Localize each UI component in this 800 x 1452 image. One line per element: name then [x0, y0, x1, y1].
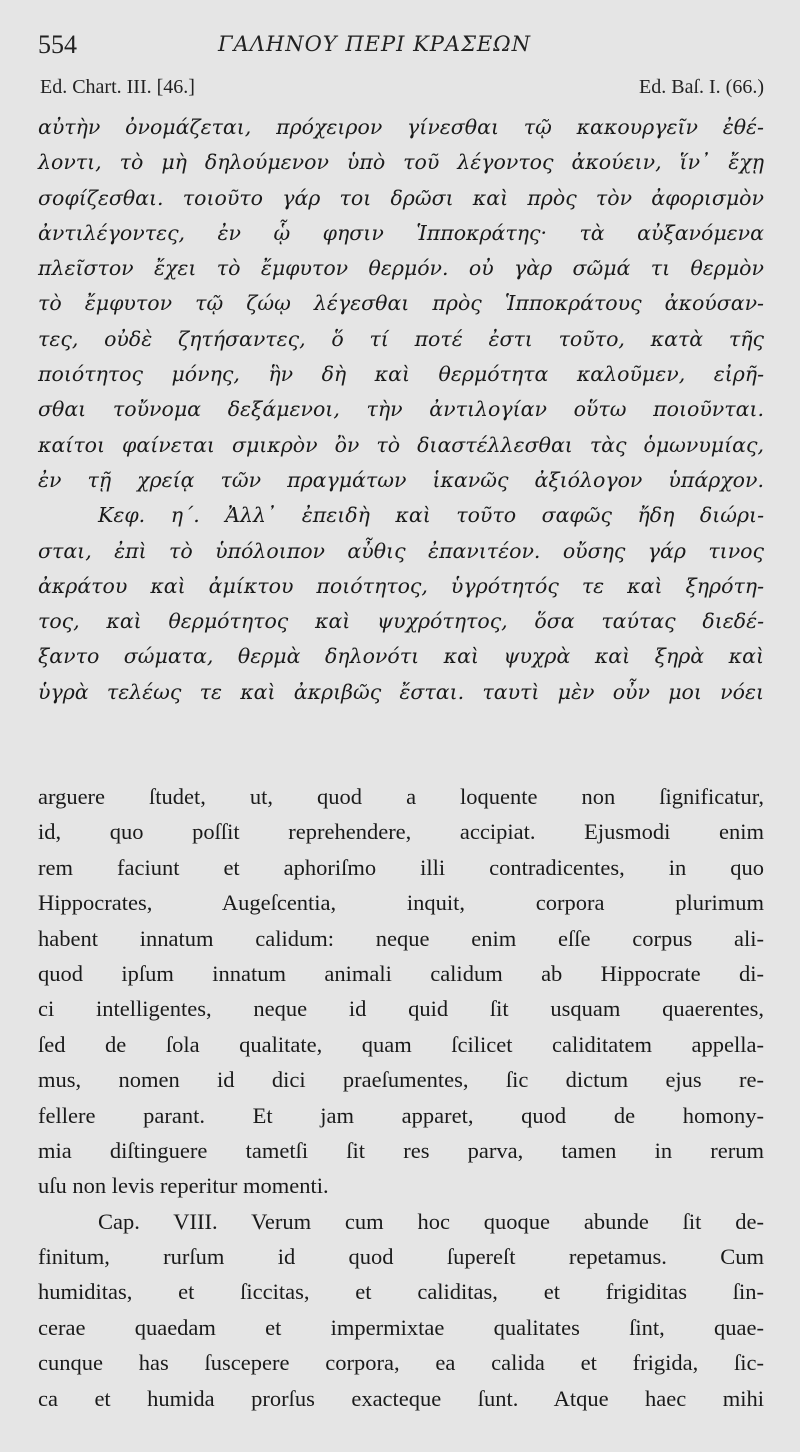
- latin-line: Hippocrates, Augeſcentia, inquit, corpora plurimum: [38, 890, 764, 916]
- greek-line: ἀντιλέγοντες, ἐν ᾧ φησιν Ἱπποκράτης· τὰ αὐξανόμενα: [38, 220, 764, 245]
- latin-line: mia diſtinguere tametſi ſit res parva, tamen in rerum: [38, 1137, 764, 1163]
- greek-line: ὑγρὰ τελέως τε καὶ ἀκριβῶς ἔσται. ταυτὶ μὲν οὖν μοι νόει: [38, 679, 764, 704]
- latin-line: quod ipſum innatum animali calidum ab Hippocrate di-: [38, 960, 764, 986]
- latin-line: habent innatum calidum: neque enim eſſe corpus ali-: [38, 925, 764, 951]
- latin-text-block: [38, 779, 764, 1416]
- latin-chapter-heading-line: Cap. VIII. Verum cum hoc quoque abunde ſit de-: [98, 1208, 764, 1234]
- page-number: 554: [38, 30, 77, 59]
- greek-line: ἐν τῇ χρείᾳ τῶν πραγμάτων ἱκανῶς ἀξιόλογον ὑπάρχον.: [38, 467, 764, 492]
- latin-line: arguere ſtudet, ut, quod a loquente non ſignificatur,: [38, 784, 764, 809]
- greek-line: πλεῖστον ἔχει τὸ ἔμφυτον θερμόν. οὐ γὰρ σῶμά τι θερμὸν: [38, 256, 764, 281]
- greek-line: ποιότητος μόνης, ἣν δὴ καὶ θερμότητα καλοῦμεν, εἰρῆ-: [38, 362, 764, 387]
- greek-line: τὸ ἔμφυτον τῷ ζώῳ λέγεσθαι πρὸς Ἱπποκράτους ἀκούσαν-: [38, 291, 764, 316]
- running-title: ΓΑΛΗΝΟΥ ΠΕΡΙ ΚΡΑΣΕΩΝ: [218, 32, 532, 56]
- greek-line: σθαι τοὔνομα δεξάμενοι, τὴν ἀντιλογίαν οὕτω ποιοῦνται.: [38, 397, 764, 422]
- latin-line: cunque has ſuscepere corpora, ea calida et frigida, ſic-: [38, 1350, 764, 1376]
- latin-line: ſed de ſola qualitate, quam ſcilicet caliditatem appella-: [38, 1031, 764, 1057]
- latin-line: rem faciunt et aphoriſmo illi contradicentes, in quo: [38, 854, 764, 880]
- greek-line: ἀκράτου καὶ ἀμίκτου ποιότητος, ὑγρότητός τε καὶ ξηρότη-: [38, 573, 764, 598]
- latin-line: finitum, rurſum id quod ſupereſt repetamus. Cum: [38, 1244, 764, 1270]
- greek-line: τος, καὶ θερμότητος καὶ ψυχρότητος, ὅσα ταύτας διεδέ-: [38, 609, 764, 634]
- greek-line: καίτοι φαίνεται σμικρὸν ὂν τὸ διαστέλλεσθαι τὰς ὁμωνυμίας,: [38, 432, 764, 457]
- greek-line: αὐτὴν ὀνομάζεται, πρόχειρον γίνεσθαι τῷ κακουργεῖν ἐθέ-: [38, 115, 764, 139]
- greek-chapter-heading-line: Κεφ. η΄. Ἀλλ᾿ ἐπειδὴ καὶ τοῦτο σαφῶς ἤδη διώρι-: [98, 503, 764, 528]
- page-header: [38, 30, 760, 60]
- greek-line: ξαντο σώματα, θερμὰ δηλονότι καὶ ψυχρὰ καὶ ξηρὰ καὶ: [38, 644, 764, 669]
- latin-line: uſu non levis reperitur momenti.: [38, 1173, 329, 1199]
- latin-line: mus, nomen id dici praeſumentes, ſic dictum ejus re-: [38, 1067, 764, 1093]
- latin-line: ca et humida prorſus exacteque ſunt. Atque haec mihi: [38, 1385, 764, 1411]
- greek-line: σοφίζεσθαι. τοιοῦτο γάρ τοι δρῶσι καὶ πρὸς τὸν ἀφορισμὸν: [38, 185, 764, 210]
- latin-line: fellere parant. Et jam apparet, quod de homony-: [38, 1102, 764, 1128]
- latin-line: humiditas, et ſiccitas, et caliditas, et frigiditas ſin-: [38, 1279, 764, 1305]
- edition-reference-right: Ed. Baſ. I. (66.): [639, 76, 764, 98]
- greek-line: τες, οὐδὲ ζητήσαντες, ὅ τί ποτέ ἐστι τοῦτο, κατὰ τῆς: [38, 326, 764, 351]
- greek-line: λοντι, τὸ μὴ δηλούμενον ὑπὸ τοῦ λέγοντος ἀκούειν, ἵν᾿ ἔχῃ: [38, 150, 764, 175]
- latin-line: id, quo poſſit reprehendere, accipiat. Ejusmodi enim: [38, 819, 764, 845]
- greek-line: σται, ἐπὶ τὸ ὑπόλοιπον αὖθις ἐπανιτέον. οὔσης γάρ τινος: [38, 538, 764, 563]
- latin-line: cerae quaedam et impermixtae qualitates ſint, quae-: [38, 1314, 764, 1340]
- edition-reference-left: Ed. Chart. III. [46.]: [40, 76, 195, 98]
- greek-text-block: [38, 110, 764, 710]
- latin-line: ci intelligentes, neque id quid ſit usquam quaerentes,: [38, 996, 764, 1022]
